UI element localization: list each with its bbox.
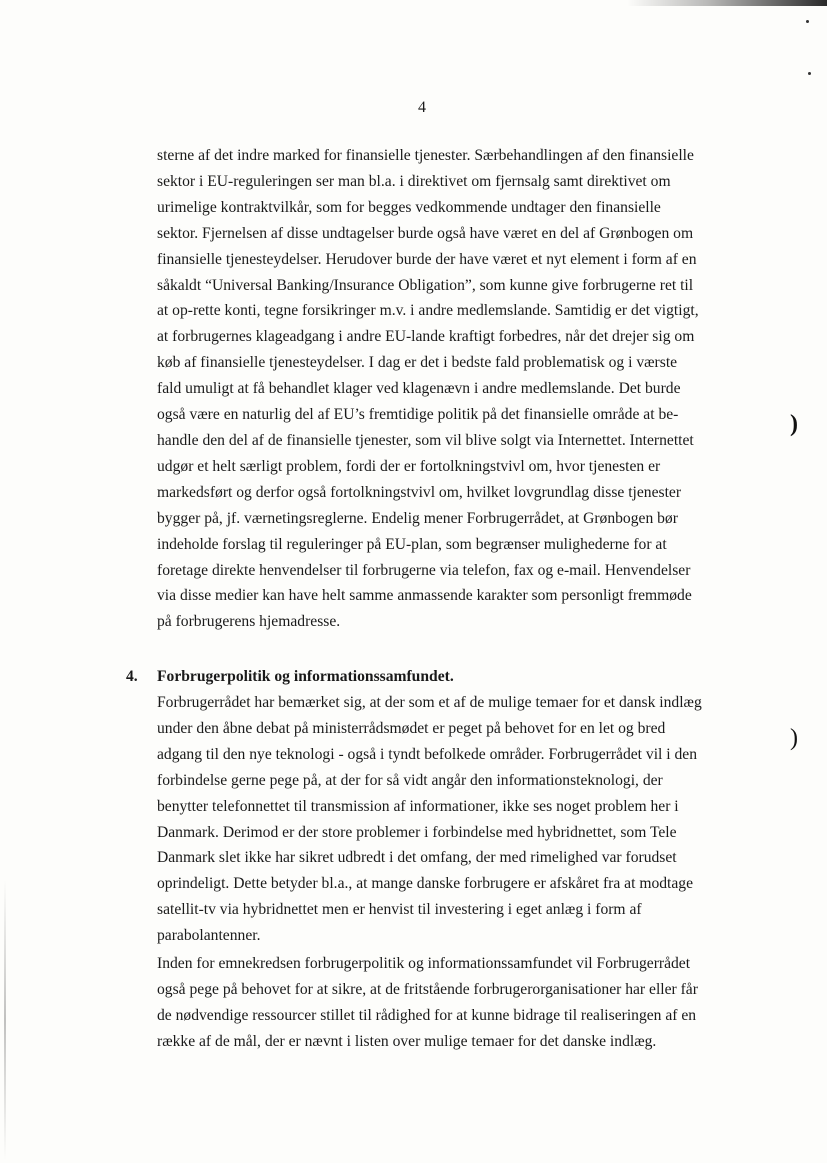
text-line: sterne af det indre marked for finansielle tjenester. Særbehandlingen af den finansielle — [157, 147, 694, 164]
text-line: under den åbne debat på ministerrådsmødet er peget på behovet for en let og bred — [157, 719, 666, 737]
text-line: satellit-tv via hybridnettet men er henvist til investering i eget anlæg i form af — [157, 901, 642, 919]
text-line: udgør et helt særligt problem, fordi der er fortolkningstvivl om, hvor tjenesten er — [157, 457, 661, 475]
section-number: 4. — [126, 668, 138, 685]
text-line: foretage direkte henvendelser til forbrugerne via telefon, fax og e-mail. Henvendelser — [157, 561, 691, 579]
text-line: at op-rette konti, tegne forsikringer m.v. i andre medlemslande. Samtidig er det vigtigt, — [157, 302, 699, 320]
text-line: parabolantenner. — [157, 927, 261, 945]
text-line: adgang til den nye teknologi - også i tyndt befolkede områder. Forbrugerrådet vil i den — [157, 745, 698, 763]
text-line: også være en naturlig del af EU’s fremtidige politik på det finansielle område at be- — [157, 406, 679, 424]
text-line: bygger på, jf. værnetingsreglerne. Endelig mener Forbrugerrådet, at Grønbogen bør — [157, 509, 678, 527]
text-line: sektor. Fjernelsen af disse undtagelser burde også have været en del af Grønbogen om — [157, 224, 694, 242]
text-line: finansielle tjenesteydelser. Herudover burde der have været et nyt element i form af en — [157, 250, 697, 268]
scan-speck — [806, 20, 809, 23]
text-line: via disse medier kan have helt samme anmassende karakter som personligt fremmøde — [157, 587, 692, 605]
text-line: såkaldt “Universal Banking/Insurance Obligation”, som kunne give forbrugerne ret til — [157, 276, 694, 294]
text-line: køb af finansielle tjenesteydelser. I dag er det i bedste fald problematisk og i værste — [157, 354, 678, 372]
text-line: at forbrugernes klageadgang i andre EU-lande kraftigt forbedres, når det drejer sig om — [157, 328, 695, 346]
margin-mark-upper: ) — [790, 411, 798, 437]
text-line: markedsført og derfor også fortolkningstvivl om, hvilket lovgrundlag disse tjenester — [157, 483, 682, 501]
text-line: på forbrugerens hjemadresse. — [157, 613, 341, 631]
section-title: Forbrugerpolitik og informationssamfundet. — [157, 668, 454, 685]
text-line: forbindelse gerne pege på, at der for så vidt angår den informationsteknologi, der — [157, 771, 663, 789]
paragraph-financial-services — [157, 143, 749, 635]
text-line: indeholde forslag til reguleringer på EU-plan, som begrænser mulighederne for at — [157, 535, 667, 553]
text-line: oprindeligt. Dette betyder bl.a., at mange danske forbrugere er afskåret fra at modtage — [157, 875, 694, 893]
text-line: Danmark slet ikke har sikret udbredt i det omfang, der med rimelighed var forudset — [157, 849, 677, 867]
text-line: sektor i EU-reguleringen ser man bl.a. i direktivet om fjernsalg samt direktivet om — [157, 172, 671, 190]
text-line: Danmark. Derimod er der store problemer i forbindelse med hybridnettet, som Tele — [157, 823, 677, 841]
section-heading — [126, 664, 766, 690]
paragraph-consumer-organisations — [157, 951, 749, 1055]
page-number: 4 — [418, 99, 426, 116]
text-line: de nødvendige ressourcer stillet til rådighed for at kunne bidrage til realiseringen af en — [157, 1006, 697, 1024]
scan-speck — [808, 72, 811, 75]
text-line: fald umuligt at få behandlet klager ved klagenævn i andre medlemslande. Det burde — [157, 380, 681, 398]
text-line: handle den del af de finansielle tjenester, som vil blive solgt via Internettet. Internettet — [157, 431, 694, 449]
margin-mark-lower: ) — [790, 725, 798, 751]
text-line: benytter telefonnettet til transmission af informationer, ikke ses noget problem her i — [157, 797, 679, 815]
text-line: også pege på behovet for at sikre, at de fritstående forbrugerorganisationer har eller får — [157, 980, 698, 998]
text-line: Inden for emnekredsen forbrugerpolitik og informationssamfundet vil Forbrugerrådet — [157, 955, 691, 972]
text-line: urimelige kontraktvilkår, som for begges vedkommende undtager den finansielle — [157, 198, 661, 216]
paragraph-information-society — [157, 690, 749, 949]
scan-edge-shadow — [627, 0, 827, 6]
text-line: række af de mål, der er nævnt i listen over mulige temaer for det danske indlæg. — [157, 1032, 657, 1050]
text-line: Forbrugerrådet har bemærket sig, at der som et af de mulige temaer for et dansk indlæg — [157, 694, 702, 711]
scan-edge-line — [4, 880, 6, 1160]
